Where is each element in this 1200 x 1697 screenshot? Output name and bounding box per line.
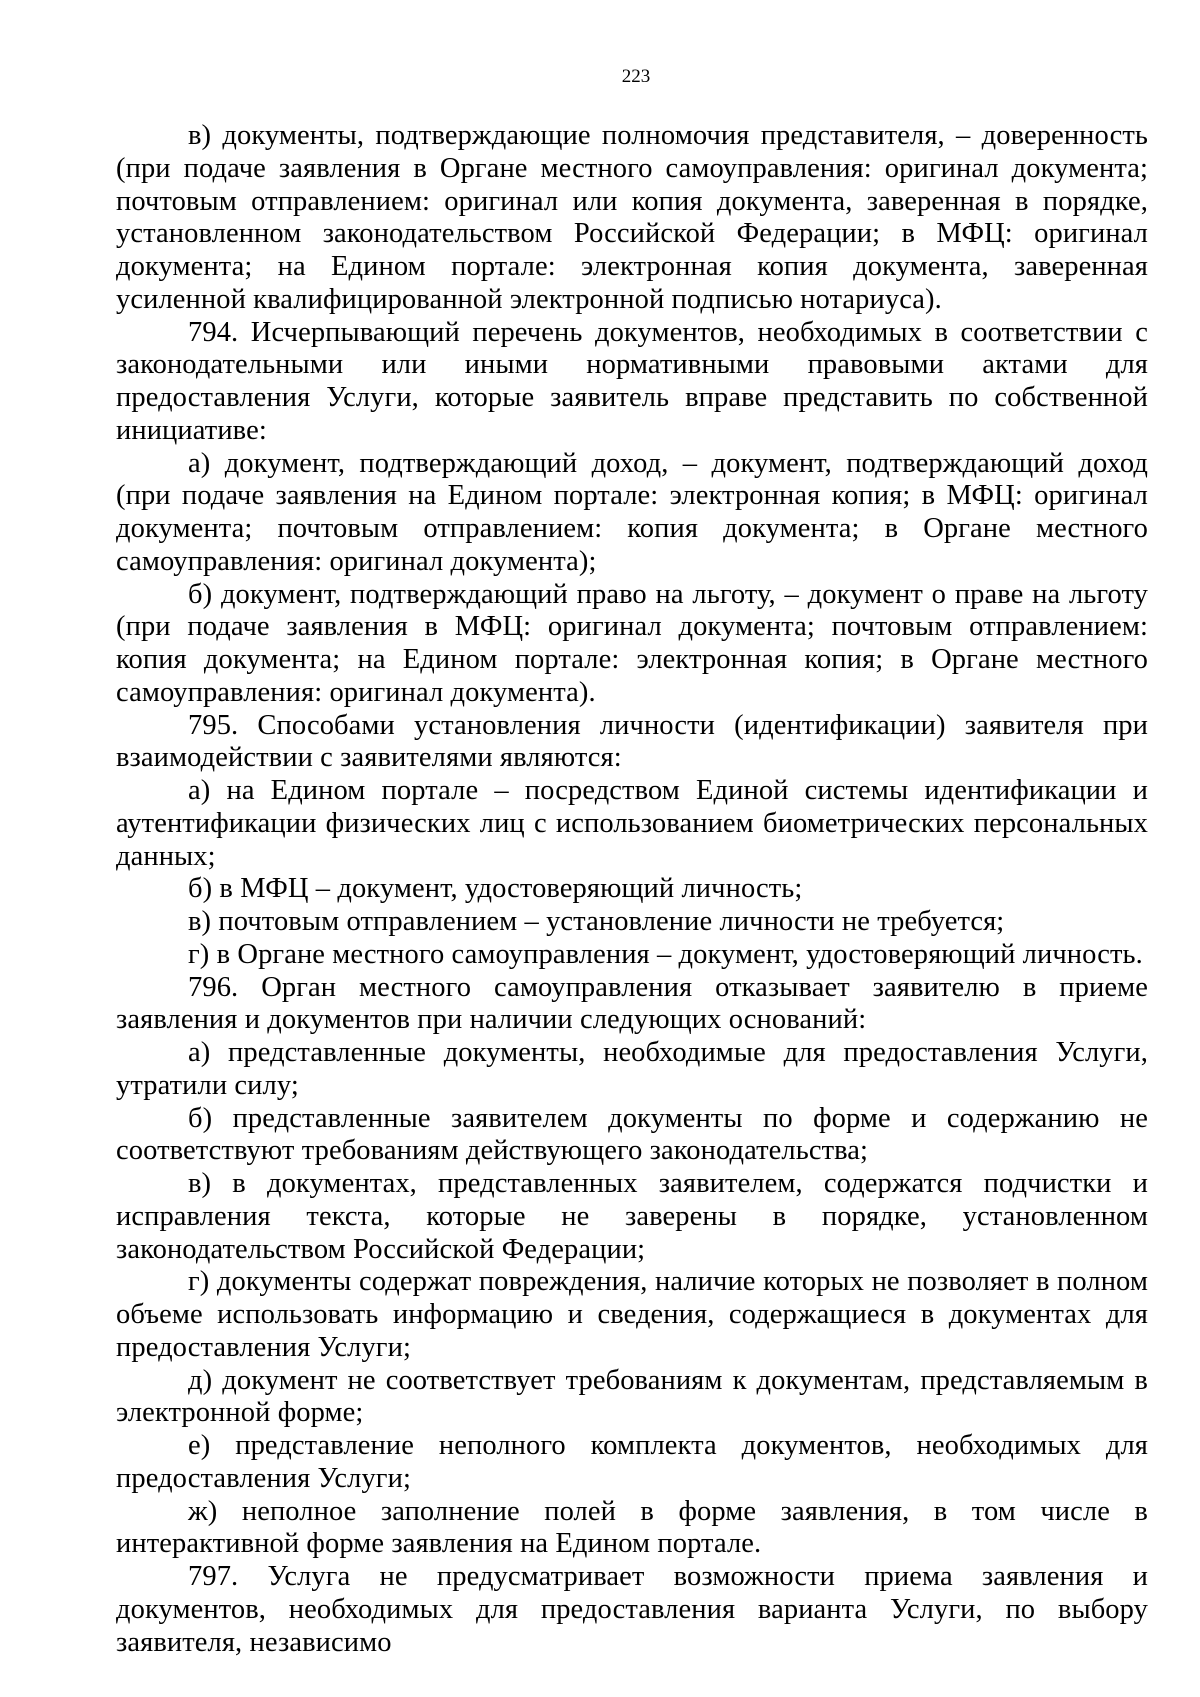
document-body — [116, 120, 1148, 1659]
paragraph-796-e: е) представление неполного комплекта документов, необходимых для предоставления Услуги; — [116, 1430, 1148, 1494]
paragraph-795-b: б) в МФЦ – документ, удостоверяющий личность; — [188, 873, 803, 905]
paragraph-795-a: а) на Едином портале – посредством Единой системы идентификации и аутентификации физических лиц с использованием биометрических персональных данных; — [116, 775, 1148, 872]
paragraph-796-d: д) документ не соответствует требованиям к документам, представляемым в электронной форме; — [116, 1364, 1148, 1429]
paragraph-794: 794. Исчерпывающий перечень документов, необходимых в соответствии с законодательными или иными нормативными правовыми актами для предоставления Услуги, которые заявитель вправе представить по собственной инициативе: — [116, 316, 1148, 446]
paragraph-796-v: в) в документах, представленных заявителем, содержатся подчистки и исправления текста, которые не заверены в порядке, установленном законодательством Российской Федерации; — [116, 1168, 1148, 1265]
paragraph-794-b: б) документ, подтверждающий право на льготу, – документ о праве на льготу (при подаче заявления в МФЦ: оригинал документа; почтовым отправлением: копия документа; на Едином портале: электронная копия; в Органе местного самоуправления: оригинал документа). — [116, 578, 1148, 708]
paragraph-796: 796. Орган местного самоуправления отказывает заявителю в приеме заявления и документов при наличии следующих оснований: — [116, 971, 1148, 1036]
paragraph-793-v: в) документы, подтверждающие полномочия представителя, – доверенность (при подаче заявления в Органе местного самоуправления: оригинал документа; почтовым отправлением: оригинал или копия документа, заверенная в порядке, установленном законодательством Российской Федерации; в МФЦ: оригинал документа; на Едином портале: электронная копия документа, заверенная усиленной квалифицированной электронной подписью нотариуса). — [116, 120, 1148, 315]
paragraph-796-a: а) представленные документы, необходимые для предоставления Услуги, утратили силу; — [116, 1037, 1148, 1101]
paragraph-794-a: а) документ, подтверждающий доход, – документ, подтверждающий доход (при подаче заявления на Едином портале: электронная копия; в МФЦ: оригинал документа; почтовым отправлением: копия документа; в Органе местного самоуправления: оригинал документа); — [116, 447, 1148, 577]
paragraph-795-v: в) почтовым отправлением – установление личности не требуется; — [188, 906, 1005, 937]
paragraph-797: 797. Услуга не предусматривает возможности приема заявления и документов, необходимых для предоставления варианта Услуги, по выбору заявителя, независимо — [116, 1561, 1148, 1658]
paragraph-796-g: г) документы содержат повреждения, наличие которых не позволяет в полном объеме использовать информацию и сведения, содержащиеся в документах для предоставления Услуги; — [116, 1266, 1148, 1363]
paragraph-795-g: г) в Органе местного самоуправления – документ, удостоверяющий личность. — [188, 938, 1143, 970]
page-number: 223 — [621, 66, 651, 87]
paragraph-795: 795. Способами установления личности (идентификации) заявителя при взаимодействии с заявителями являются: — [116, 709, 1148, 774]
paragraph-796-zh: ж) неполное заполнение полей в форме заявления, в том числе в интерактивной форме заявления на Едином портале. — [116, 1495, 1148, 1560]
paragraph-796-b: б) представленные заявителем документы по форме и содержанию не соответствуют требованиям действующего законодательства; — [116, 1102, 1148, 1167]
